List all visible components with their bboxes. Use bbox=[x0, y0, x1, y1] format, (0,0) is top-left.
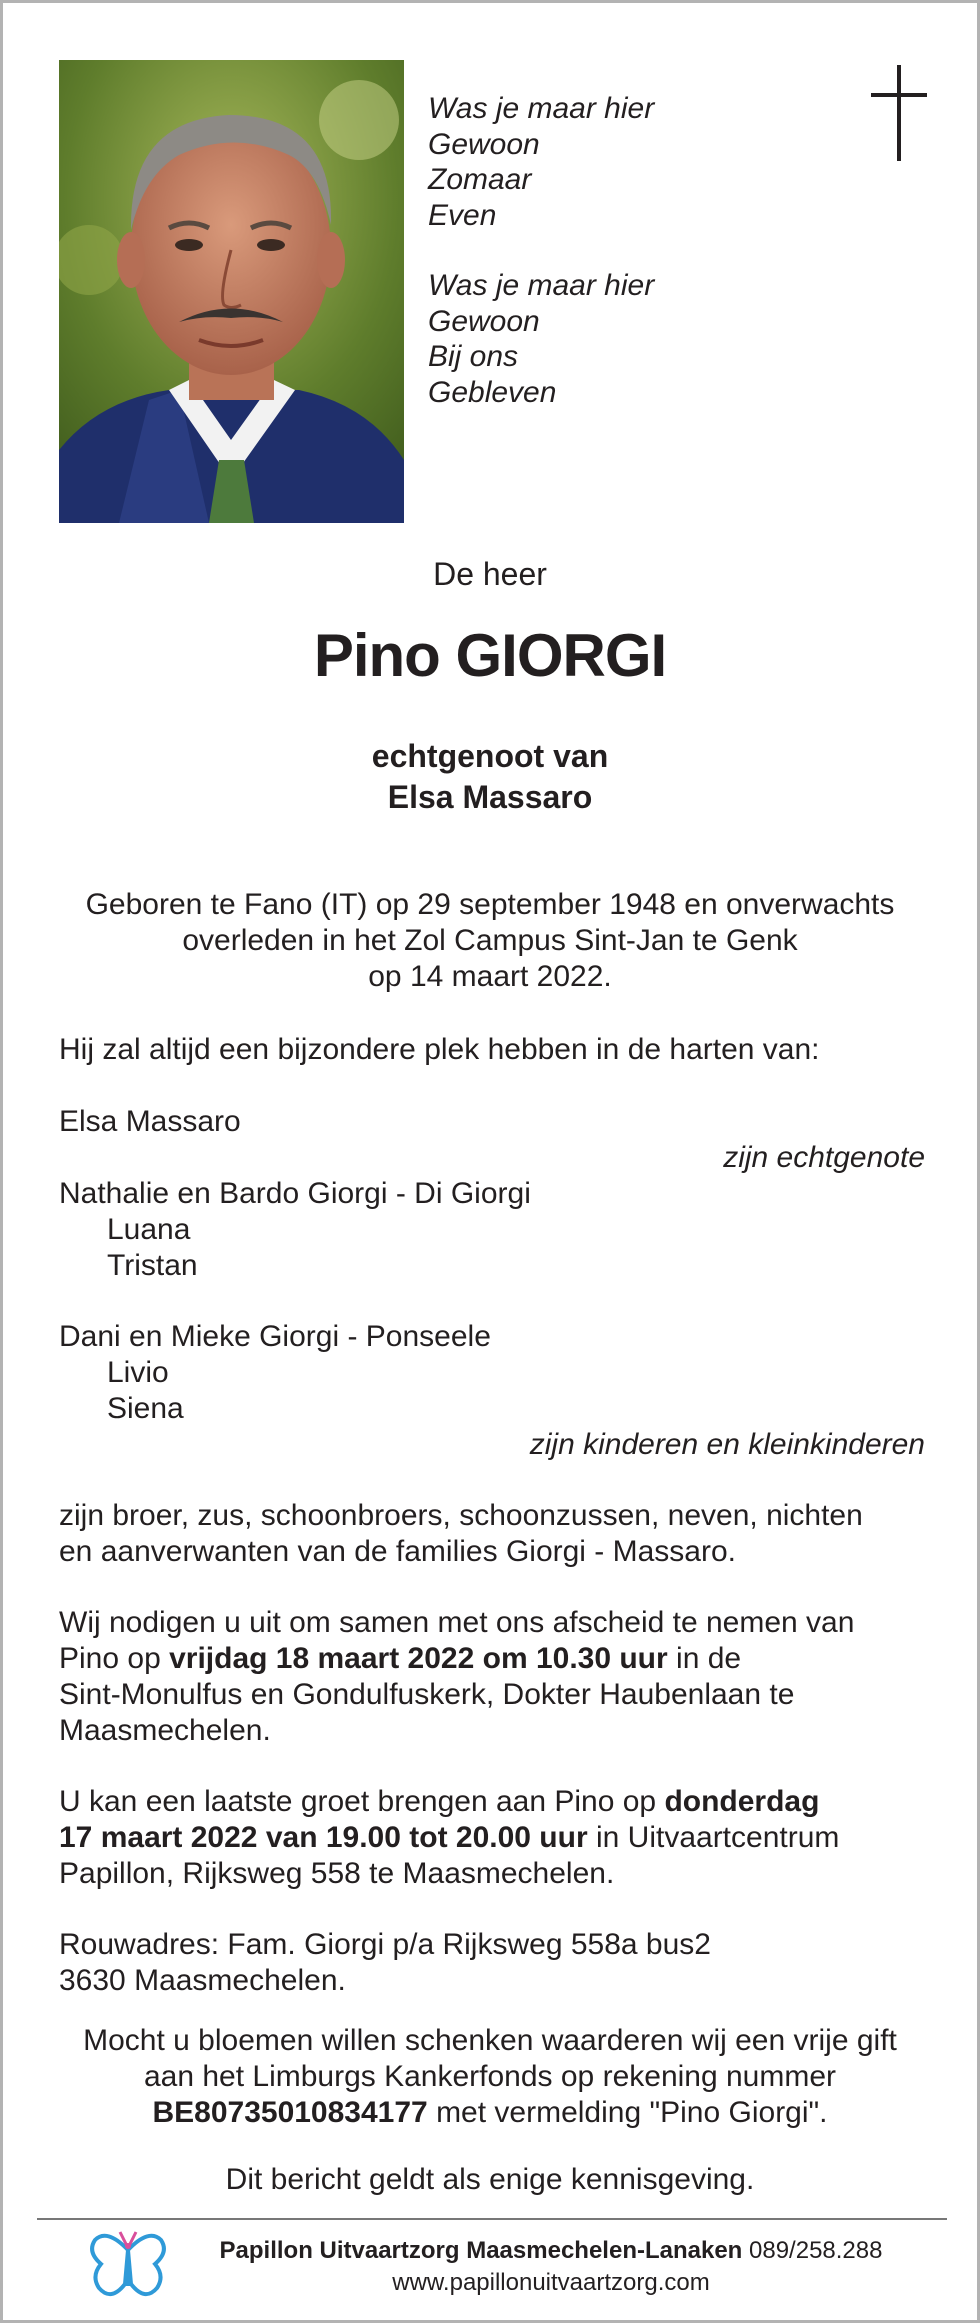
birth-line: overleden in het Zol Campus Sint-Jan te Genk bbox=[182, 924, 798, 957]
grandchild: Tristan bbox=[107, 1249, 198, 1282]
grandchild: Siena bbox=[107, 1392, 184, 1425]
poem-line: Bij ons bbox=[428, 340, 519, 373]
funeral-line: Wij nodigen u uit om samen met ons afscheid te nemen van bbox=[59, 1606, 855, 1639]
poem-line: Zomaar bbox=[428, 163, 532, 196]
spouse-label: echtgenoot van bbox=[371, 738, 609, 774]
funeral-home-name: Papillon Uitvaartzorg Maasmechelen-Lanaken bbox=[219, 2237, 743, 2264]
spouse-name: Elsa Massaro bbox=[387, 779, 593, 815]
family-intro: Hij zal altijd een bijzondere plek hebben in de harten van: bbox=[59, 1033, 820, 1066]
children-role: zijn kinderen en kleinkinderen bbox=[529, 1428, 925, 1461]
iban: BE80735010834177 bbox=[152, 2096, 428, 2129]
cross-icon bbox=[869, 65, 929, 165]
poem-line: Was je maar hier bbox=[428, 269, 655, 302]
funeral-date: vrijdag 18 maart 2022 om 10.30 uur bbox=[169, 1642, 668, 1675]
portrait-image bbox=[59, 60, 404, 523]
funeral-line: Maasmechelen. bbox=[59, 1714, 271, 1747]
address-line: 3630 Maasmechelen. bbox=[59, 1964, 346, 1997]
notice-text: Dit bericht geldt als enige kennisgeving. bbox=[225, 2163, 755, 2196]
funeral-home-phone: 089/258.288 bbox=[742, 2237, 883, 2264]
visit-line: U kan een laatste groet brengen aan Pino op donderdag bbox=[59, 1785, 820, 1818]
spouse-block bbox=[3, 736, 977, 818]
portrait-photo bbox=[59, 60, 404, 523]
birth-line: Geboren te Fano (IT) op 29 september 1948 en onverwachts bbox=[85, 888, 895, 921]
birth-death-info bbox=[3, 887, 977, 995]
poem-line: Gebleven bbox=[428, 375, 557, 409]
footer-divider bbox=[37, 2218, 947, 2220]
family-child: Nathalie en Bardo Giorgi - Di Giorgi bbox=[59, 1177, 531, 1210]
poem-line: Gewoon bbox=[428, 127, 540, 161]
relatives-line: zijn broer, zus, schoonbroers, schoonzussen, neven, nichten bbox=[59, 1499, 863, 1532]
spouse-role: zijn echtgenote bbox=[723, 1141, 925, 1174]
butterfly-logo-icon bbox=[87, 2228, 169, 2306]
footer bbox=[181, 2235, 921, 2299]
visit-line: Papillon, Rijksweg 558 te Maasmechelen. bbox=[59, 1857, 615, 1890]
funeral-line: Sint-Monulfus en Gondulfuskerk, Dokter Haubenlaan te bbox=[59, 1678, 795, 1711]
grandchild: Luana bbox=[107, 1213, 191, 1246]
visit-line: 17 maart 2022 van 19.00 tot 20.00 uur in Uitvaartcentrum bbox=[59, 1821, 840, 1854]
family-section bbox=[59, 1032, 925, 1999]
visit-date: 17 maart 2022 van 19.00 tot 20.00 uur bbox=[59, 1821, 588, 1854]
poem-line: Was je maar hier bbox=[428, 92, 655, 125]
address-line: Rouwadres: Fam. Giorgi p/a Rijksweg 558a bus2 bbox=[59, 1928, 711, 1961]
funeral-line: Pino op vrijdag 18 maart 2022 om 10.30 uur in de bbox=[59, 1642, 742, 1675]
relatives-line: en aanverwanten van de families Giorgi - Massaro. bbox=[59, 1535, 736, 1568]
poem-line: Even bbox=[428, 198, 497, 232]
poem bbox=[428, 91, 654, 410]
family-spouse: Elsa Massaro bbox=[59, 1105, 241, 1138]
salutation: De heer bbox=[433, 556, 547, 592]
family-child: Dani en Mieke Giorgi - Ponseele bbox=[59, 1320, 491, 1353]
grandchild: Livio bbox=[107, 1356, 169, 1389]
flowers-notice: Mocht u bloemen willen schenken waarderen wij een vrije gift aan het Limburgs Kankerfonds op rekening nummer BE80735010834177 met vermelding "Pino Giorgi". bbox=[83, 2024, 897, 2129]
deceased-name: Pino GIORGI bbox=[313, 622, 667, 689]
poem-line: Gewoon bbox=[428, 304, 540, 338]
funeral-home-website[interactable]: www.papillonuitvaartzorg.com bbox=[392, 2269, 710, 2296]
birth-line: op 14 maart 2022. bbox=[368, 960, 612, 993]
